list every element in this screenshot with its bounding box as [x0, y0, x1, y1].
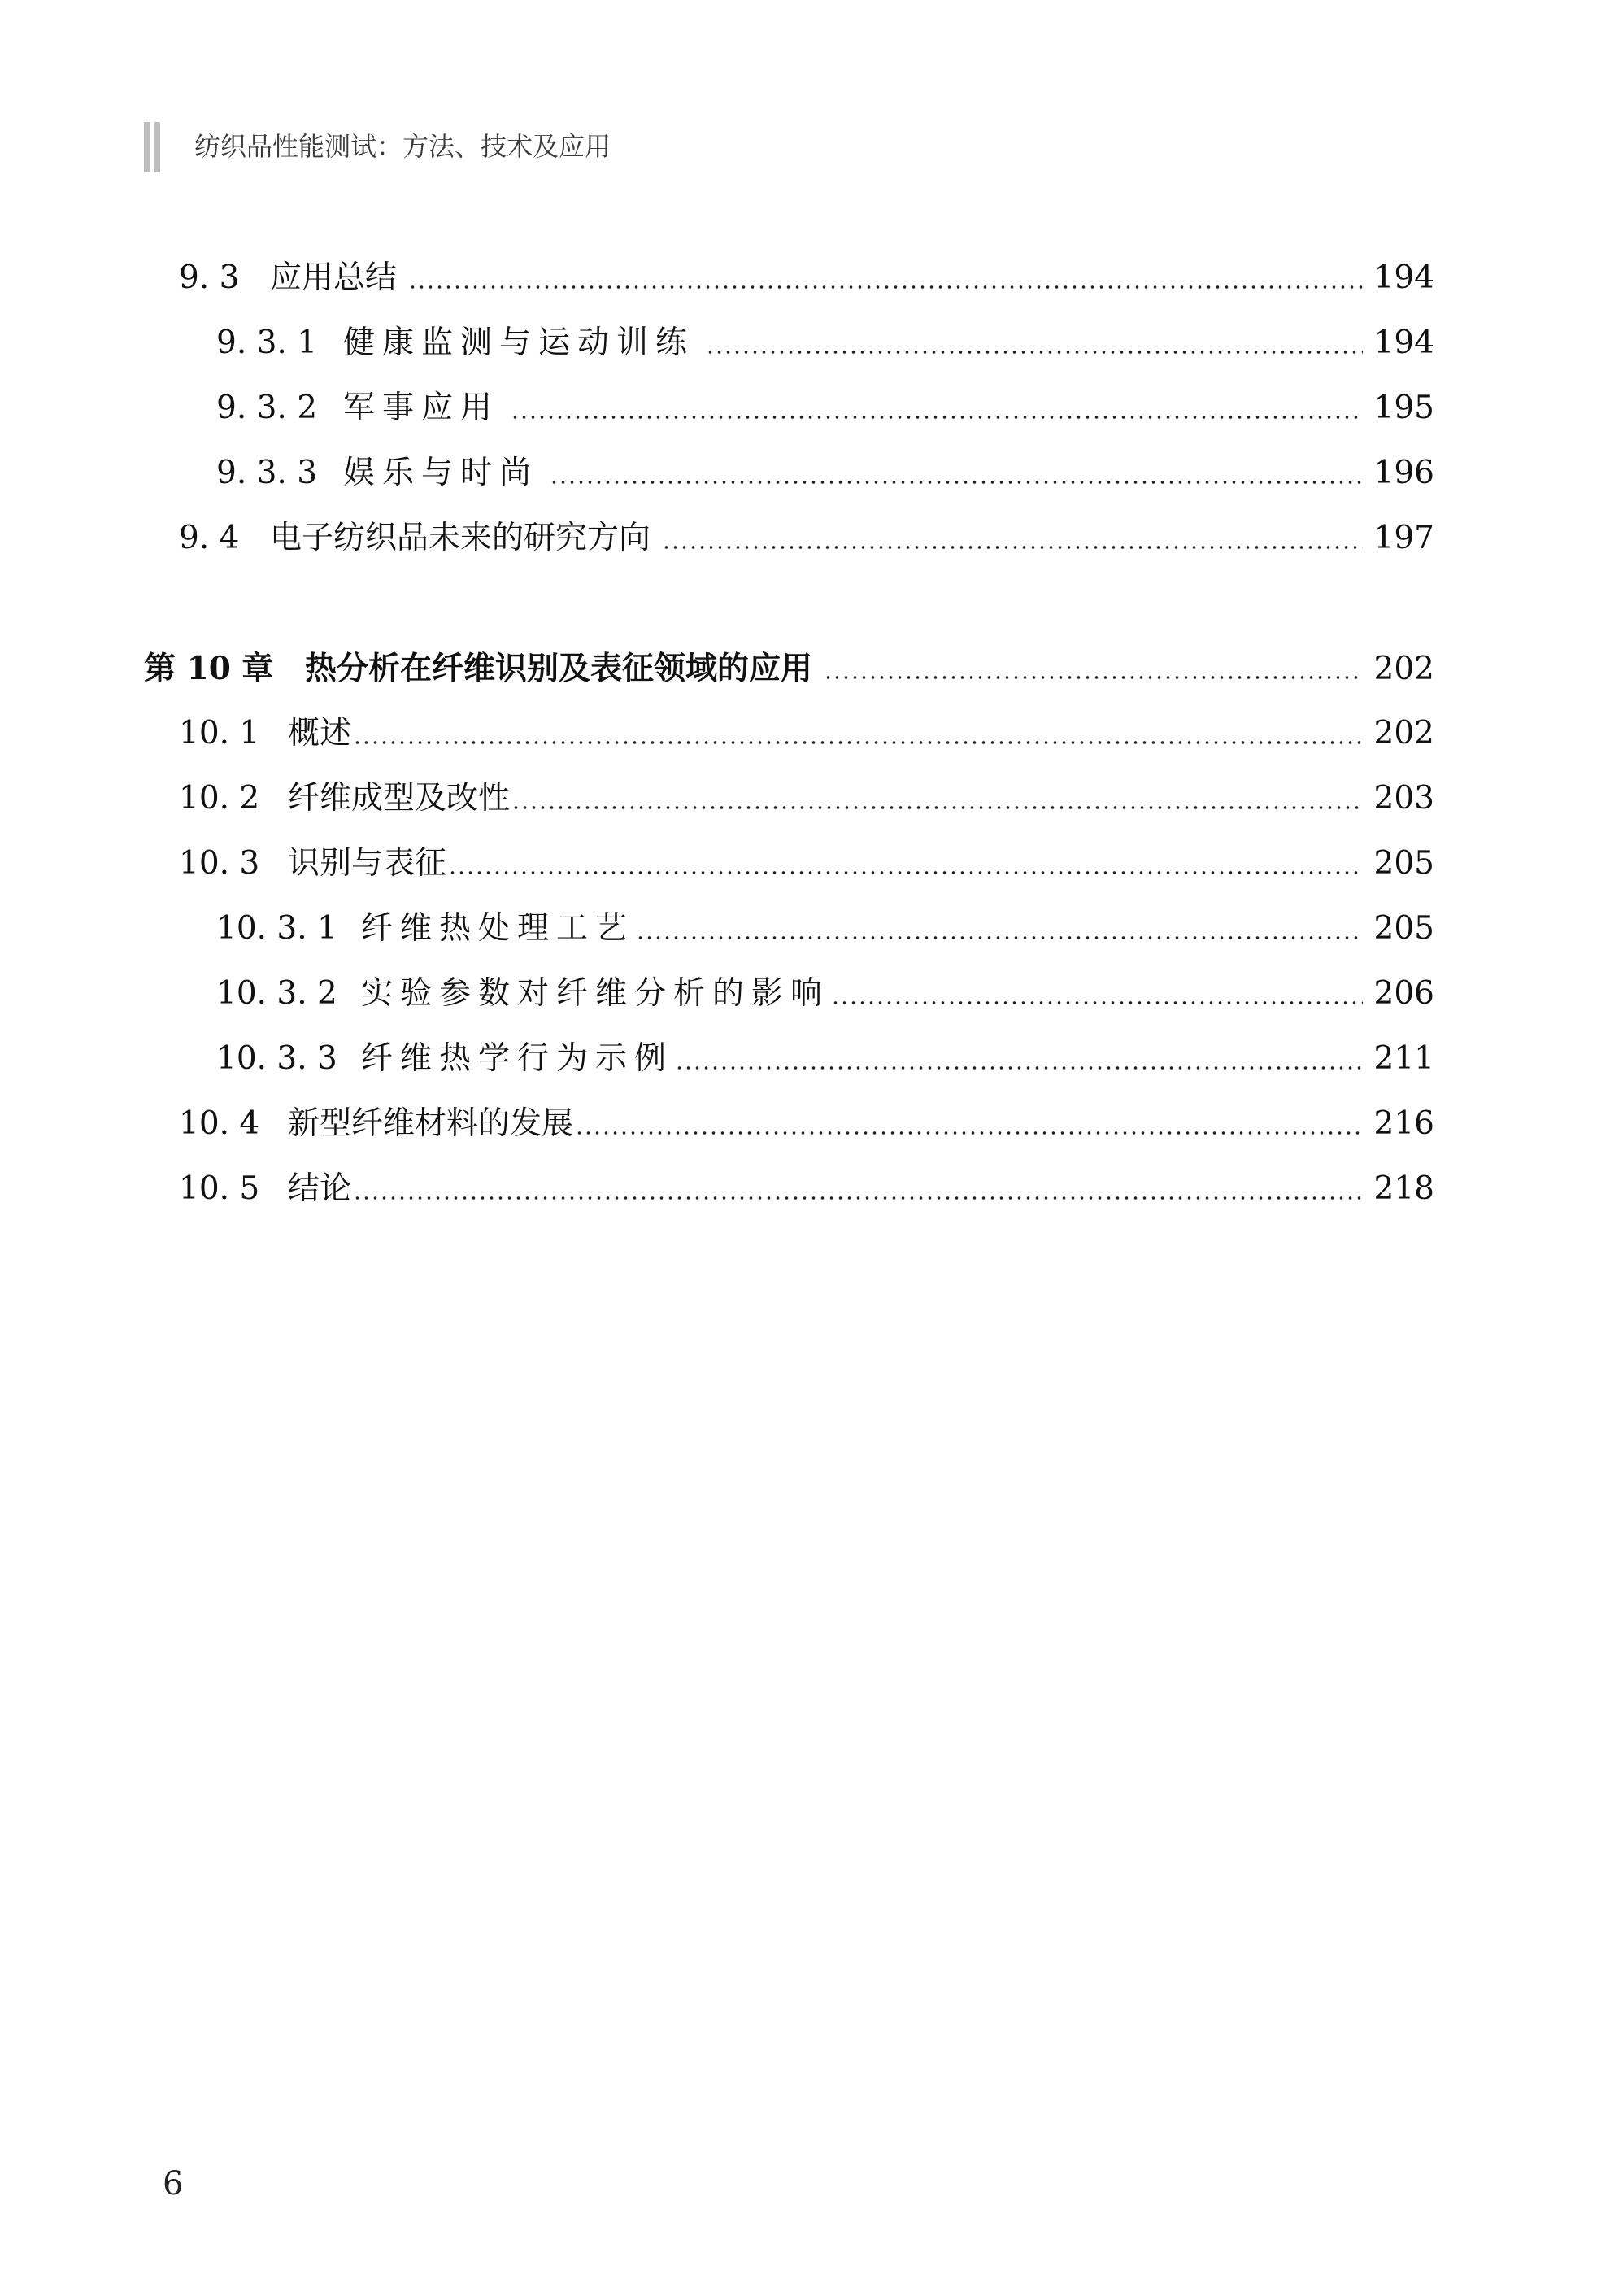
page-ref: 216 — [1373, 1105, 1434, 1142]
page-ref: 194 — [1373, 325, 1434, 361]
page-ref: 195 — [1373, 390, 1434, 426]
section-number: 9. 3. 3 — [216, 455, 318, 491]
section-number: 9. 4 — [179, 520, 240, 556]
section-number: 10. 5 — [179, 1170, 260, 1207]
dot-leader — [511, 805, 1363, 810]
page-ref: 196 — [1373, 455, 1434, 491]
chapter-title: 热分析在纤维识别及表征领域的应用 — [305, 651, 813, 687]
page-ref: 205 — [1373, 910, 1434, 947]
page-ref: 206 — [1373, 975, 1434, 1012]
dot-leader — [448, 870, 1363, 875]
section-title: 电子纺织品未来的研究方向 — [270, 520, 651, 556]
section-title: 纤维成型及改性 — [288, 780, 511, 817]
section-number: 9. 3 — [179, 259, 240, 296]
section-number: 10. 3. 3 — [216, 1040, 337, 1077]
section-number: 10. 2 — [179, 780, 260, 817]
toc-entry-10-3-1[interactable] — [216, 906, 1434, 952]
toc-entry-9-4[interactable] — [179, 516, 1434, 561]
page-ref: 218 — [1373, 1170, 1434, 1207]
toc-entry-10-4[interactable] — [179, 1101, 1434, 1147]
toc-chapter-10[interactable] — [144, 646, 1434, 691]
section-title: 娱乐与时尚 — [343, 455, 539, 491]
dot-leader — [408, 285, 1363, 290]
dot-leader — [824, 675, 1363, 680]
section-number: 9. 3. 2 — [216, 390, 318, 426]
toc-entry-9-3[interactable] — [179, 255, 1434, 301]
dot-leader — [675, 1065, 1363, 1070]
section-title: 识别与表征 — [288, 845, 447, 882]
section-title: 概述 — [288, 715, 352, 752]
dot-leader — [662, 545, 1363, 550]
section-title: 应用总结 — [270, 259, 398, 296]
section-number: 10. 4 — [179, 1105, 260, 1142]
toc-entry-10-2[interactable] — [179, 776, 1434, 821]
section-title: 健康监测与运动训练 — [343, 325, 695, 361]
section-number: 10. 3. 2 — [216, 975, 337, 1012]
page-ref: 197 — [1373, 520, 1434, 556]
page-ref: 202 — [1373, 651, 1434, 687]
toc-entry-10-3-2[interactable] — [216, 971, 1434, 1017]
toc-entry-9-3-1[interactable] — [216, 320, 1434, 366]
dot-leader — [550, 480, 1363, 485]
section-title: 新型纤维材料的发展 — [288, 1105, 574, 1142]
dot-leader — [706, 350, 1363, 355]
dot-leader — [353, 740, 1363, 745]
page-number: 6 — [163, 2165, 184, 2202]
page-ref: 203 — [1373, 780, 1434, 817]
dot-leader — [575, 1131, 1363, 1135]
toc-entry-10-3[interactable] — [179, 841, 1434, 887]
book-title: 纺织品性能测试：方法、技术及应用 — [194, 131, 611, 162]
toc-entry-10-5[interactable] — [179, 1166, 1434, 1212]
page-ref: 211 — [1373, 1040, 1434, 1077]
section-number: 9. 3. 1 — [216, 325, 318, 361]
dot-leader — [353, 1196, 1363, 1200]
dot-leader — [831, 1000, 1363, 1005]
section-title: 军事应用 — [343, 390, 500, 426]
toc-entry-9-3-3[interactable] — [216, 451, 1434, 496]
dot-leader — [511, 415, 1363, 420]
section-number: 10. 3. 1 — [216, 910, 337, 947]
toc-entry-10-1[interactable] — [179, 711, 1434, 756]
dot-leader — [636, 935, 1363, 940]
toc-entry-10-3-3[interactable] — [216, 1036, 1434, 1082]
page-ref: 194 — [1373, 259, 1434, 296]
chapter-number: 第 10 章 — [144, 650, 274, 687]
section-title: 实验参数对纤维分析的影响 — [361, 975, 830, 1012]
page-ref: 205 — [1373, 845, 1434, 882]
section-title: 结论 — [288, 1170, 352, 1207]
section-number: 10. 1 — [179, 715, 260, 752]
page-ref: 202 — [1373, 715, 1434, 752]
section-number: 10. 3 — [179, 845, 260, 882]
section-title: 纤维热学行为示例 — [361, 1040, 674, 1077]
section-title: 纤维热处理工艺 — [361, 910, 635, 947]
toc-entry-9-3-2[interactable] — [216, 386, 1434, 431]
